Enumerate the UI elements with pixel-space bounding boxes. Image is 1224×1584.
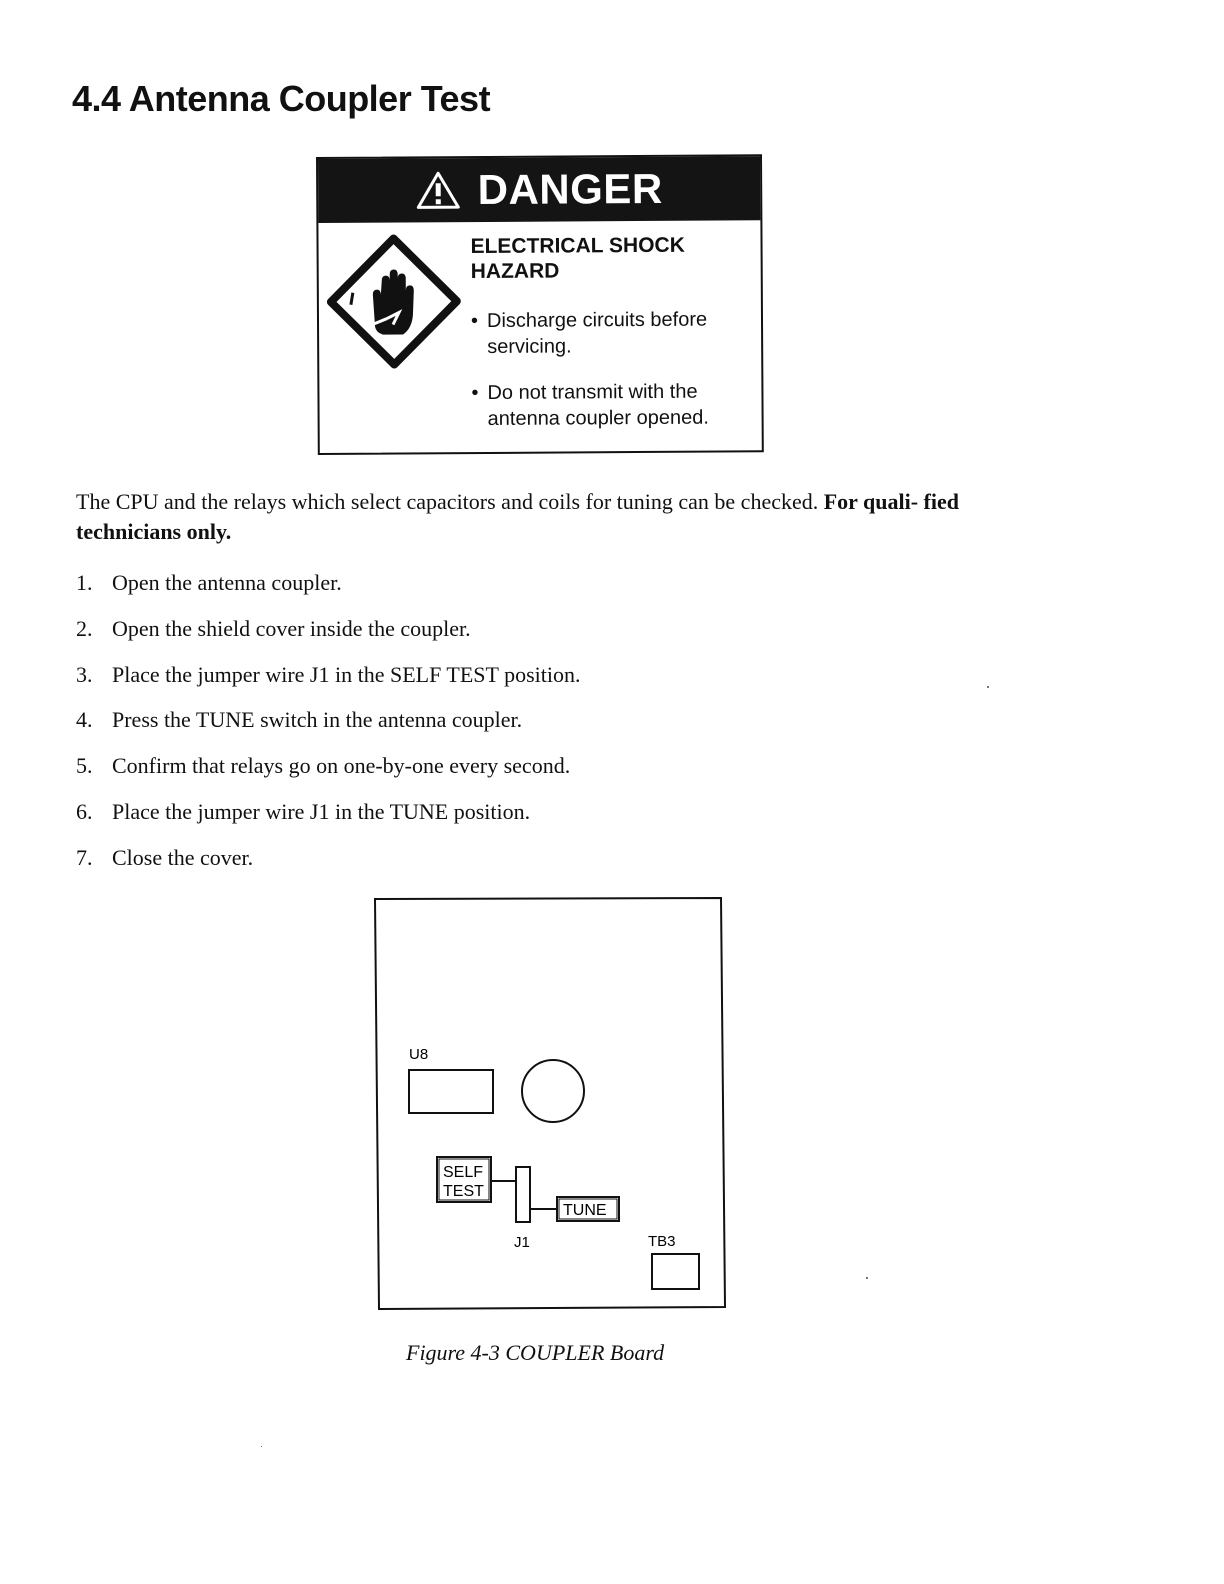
intro-paragraph: The CPU and the relays which select capacitors and coils for tuning can be checked. For quali- fied technicians only. [76, 489, 959, 544]
warning-triangle-icon [416, 170, 462, 210]
u8-label: U8 [409, 1046, 429, 1063]
round-component [522, 1060, 584, 1122]
danger-header [318, 156, 760, 223]
list-item: 5. Confirm that relays go on one-by-one every second. [76, 753, 571, 779]
list-item: 4. Press the TUNE switch in the antenna coupler. [76, 707, 523, 733]
j1-label: J1 [514, 1234, 530, 1251]
danger-bullet: • Do not transmit with the antenna coupler opened. [471, 378, 756, 432]
tune-label: TUNE [563, 1202, 607, 1219]
figure-caption: Figure 4-3 COUPLER Board [406, 1340, 665, 1365]
tb3-terminal [652, 1254, 699, 1289]
danger-warning-box [316, 154, 764, 455]
danger-heading: ELECTRICAL SHOCK HAZARD [470, 233, 685, 284]
u8-chip [409, 1070, 493, 1113]
danger-bullet: • Discharge circuits before servicing. [471, 306, 756, 360]
list-item: 3. Place the jumper wire J1 in the SELF TEST position. [76, 661, 581, 687]
scan-speck [866, 1277, 868, 1279]
tb3-label: TB3 [648, 1233, 676, 1250]
list-item: 2. Open the shield cover inside the coupler. [76, 615, 471, 641]
self-test-label-test: TEST [443, 1183, 484, 1200]
list-item: 1. Open the antenna coupler. [76, 570, 342, 595]
procedure-steps [76, 570, 580, 891]
danger-label: DANGER [477, 164, 663, 214]
list-item: 7. Close the cover. [76, 844, 254, 870]
shock-hazard-hand-icon [326, 234, 461, 369]
qualified-notice: For quali- fied technicians only. [76, 489, 959, 544]
coupler-board-figure [373, 897, 729, 1313]
list-item: 6. Place the jumper wire J1 in the TUNE position. [76, 798, 531, 824]
self-test-label-self: SELF [443, 1164, 484, 1181]
scan-speck [261, 1446, 262, 1447]
section-title: 4.4 Antenna Coupler Test [72, 78, 491, 119]
j1-jumper [516, 1167, 530, 1222]
scan-speck [987, 686, 989, 688]
